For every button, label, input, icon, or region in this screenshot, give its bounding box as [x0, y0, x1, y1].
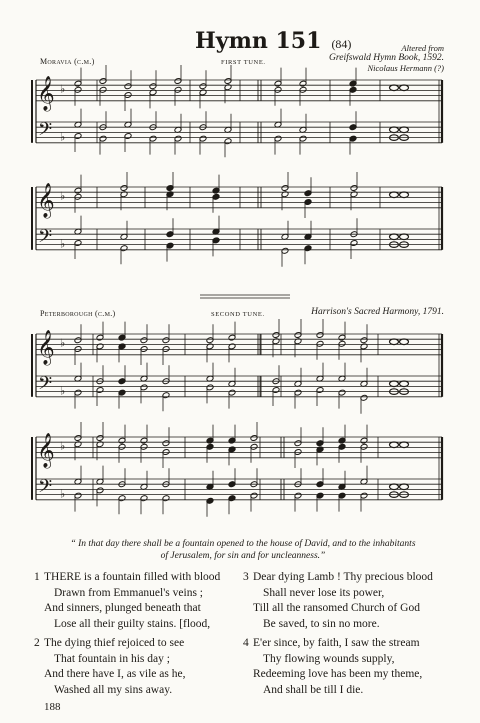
verse-line: Redeeming love has been my theme,	[253, 668, 423, 680]
verse-line: Washed all my sins away.	[54, 683, 173, 696]
whole-note	[400, 381, 409, 387]
epigraph-line-1: “ In that day there shall be a fountain opened to the house of David, and to the inhabitants	[70, 539, 416, 549]
verse-line: Dear dying Lamb ! Thy precious blood	[253, 571, 433, 583]
verse-line: And sinners, plunged beneath that	[44, 602, 201, 614]
bass-clef-icon: 𝄢	[38, 373, 53, 399]
whole-note	[400, 339, 409, 345]
verse-number: 2	[34, 637, 40, 649]
tune-label-second: SECOND TUNE.	[211, 311, 265, 318]
epigraph-line-2: of Jerusalem, for sin and for uncleanness.”	[160, 551, 326, 561]
whole-note	[390, 381, 399, 387]
flat-icon: ♭	[60, 439, 66, 453]
bass-clef-icon: 𝄢	[38, 476, 53, 502]
treble-clef-icon: 𝄞	[37, 75, 55, 111]
whole-note	[400, 192, 409, 198]
verse-number: 3	[243, 571, 249, 583]
alt-hymn-number: (84)	[331, 37, 352, 51]
attribution-source: Greifswald Hymn Book, 1592.	[329, 53, 444, 63]
treble-clef-icon: 𝄞	[37, 329, 55, 365]
whole-note	[390, 484, 399, 490]
verse-line: The dying thief rejoiced to see	[44, 637, 185, 649]
bass-clef-icon: 𝄢	[38, 119, 53, 145]
attribution-altered: Altered from	[401, 43, 444, 53]
tune-name-moravia: Moravia (c.m.)	[40, 57, 95, 66]
whole-note	[390, 192, 399, 198]
tune-name-peterborough: Peterborough (c.m.)	[40, 309, 116, 318]
verse-line: THERE is a fountain filled with blood	[44, 571, 221, 583]
verse-4	[243, 636, 423, 698]
verse-number: 4	[243, 637, 249, 649]
verse-line: Till all the ransomed Church of God	[253, 602, 420, 614]
treble-clef-icon: 𝄞	[37, 182, 55, 218]
flat-icon: ♭	[60, 130, 66, 144]
whole-note	[400, 234, 409, 240]
flat-icon: ♭	[60, 189, 66, 203]
flat-icon: ♭	[60, 487, 66, 501]
attribution-composer: Nicolaus Hermann (?)	[367, 63, 444, 73]
verse-number: 1	[34, 571, 40, 583]
whole-note	[390, 234, 399, 240]
tune-label-first: FIRST TUNE.	[221, 59, 266, 66]
whole-note	[400, 127, 409, 133]
tune-source: Harrison's Sacred Harmony, 1791.	[311, 307, 444, 317]
verse-line: That fountain in his day ;	[54, 652, 170, 665]
whole-note	[390, 127, 399, 133]
verse-3	[243, 570, 433, 632]
whole-note	[400, 85, 409, 91]
verse-line: Lose all their guilty stains. [flood,	[54, 617, 211, 630]
flat-icon: ♭	[60, 237, 66, 251]
flat-icon: ♭	[60, 384, 66, 398]
whole-note	[390, 339, 399, 345]
verse-line: Drawn from Emmanuel's veins ;	[54, 586, 203, 599]
page-number: 188	[44, 701, 61, 713]
verse-line: Be saved, to sin no more.	[263, 617, 380, 630]
whole-note	[400, 442, 409, 448]
verse-1	[34, 570, 221, 632]
verse-2	[34, 636, 186, 698]
hymn-title-text: Hymn 151	[195, 28, 322, 54]
flat-icon: ♭	[60, 82, 66, 96]
verse-line: E'er since, by faith, I saw the stream	[253, 637, 420, 649]
treble-clef-icon: 𝄞	[37, 432, 55, 468]
verse-line: Thy flowing wounds supply,	[263, 652, 395, 665]
bass-clef-icon: 𝄢	[38, 226, 53, 252]
epigraph	[40, 538, 446, 562]
whole-note	[390, 85, 399, 91]
verse-line: And shall be till I die.	[263, 683, 364, 696]
verse-line: Shall never lose its power,	[263, 586, 385, 599]
verse-line: And there have I, as vile as he,	[44, 668, 186, 680]
whole-note	[390, 442, 399, 448]
whole-note	[400, 484, 409, 490]
flat-icon: ♭	[60, 336, 66, 350]
